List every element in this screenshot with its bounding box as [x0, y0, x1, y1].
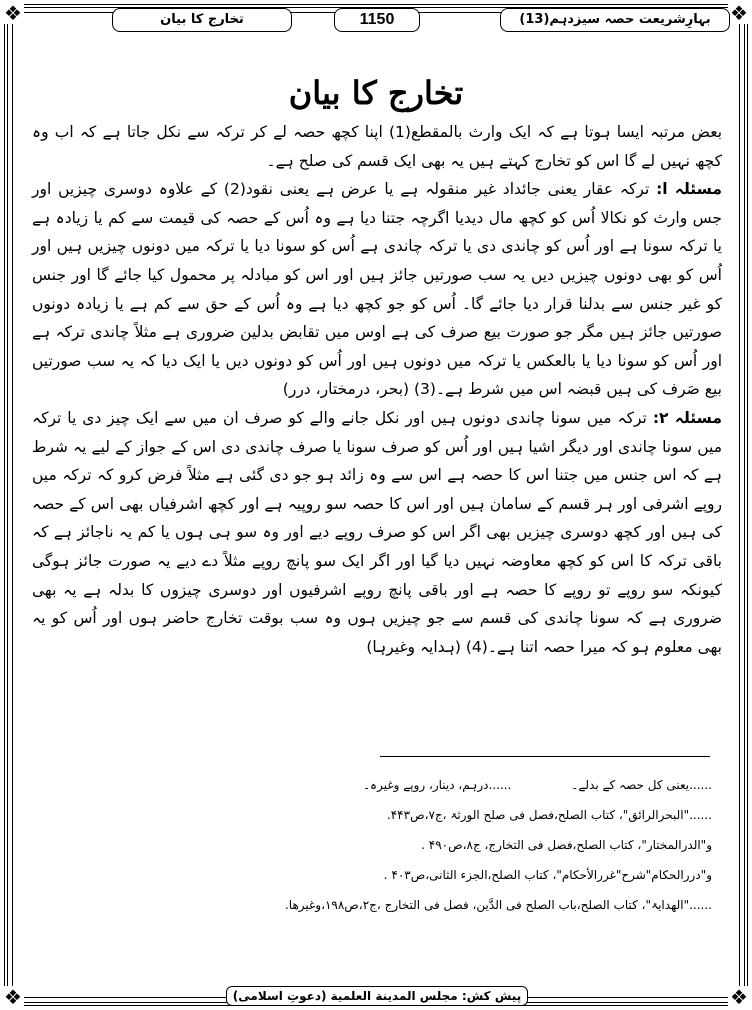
publisher-credit: پیش کش: مجلس المدینة العلمیة (دعوتِ اسلامی)	[226, 986, 528, 1006]
paragraph	[32, 175, 722, 404]
footnote	[36, 860, 712, 890]
corner-ornament-icon: ❖	[728, 2, 750, 24]
masala-label: مسئلہ ۲:	[652, 408, 722, 427]
footnote-text: و"دررالحکام"شرح"غررالأحکام"، کتاب الصلح،الجزء الثانی،ص۴۰۳ .	[383, 868, 712, 882]
paragraph-text: ترکہ عقار یعنی جائداد غیر منقولہ ہے یا عرض ہے یعنی نقود(2) کے علاوہ دوسری چیزیں اور جس وارث کو نکالا اُس کو کچھ مال دیدیا اگرچہ جتنا دیا ہے وہ اُس کے حصہ کی قیمت سے کم یا زیادہ ہے یا ترکہ سونا ہے اور اُس کو چاندی دی یا ترکہ چاندی ہے اُس کو سونا دیا یا ترکہ میں دونوں چیزیں ہیں اور اُس کو بھی دونوں چیزیں دیں یہ سب صورتیں جائز ہیں اور اس کو مبادلہ پر محمول کیا جائے گا اور جنس کو غیر جنس سے بدلنا قرار دیا جائے گا۔ اُس کو جو کچھ دیا ہے وہ اُس کے حق سے کم ہے یا زیادہ دونوں صورتیں جائز ہیں مگر جو صورت بیع صرف کی ہے اوس میں تقابض بدلین ضروری ہے مثلاً چاندی ترکہ ہے اور اُس کو سونا دیا یا بالعکس یا ترکہ میں دونوں ہیں اور اُس کو دونوں دیں یا ایک دیا کہ یہ سب صورتیں بیع صَرف کی ہیں قبضہ اس میں شرط ہے۔(3) (بحر، درمختار، درر)	[32, 180, 722, 399]
footnote	[36, 770, 712, 800]
page-number: 1150	[334, 8, 420, 32]
paragraph-text: بعض مرتبہ ایسا ہوتا ہے کہ ایک وارث بالمقطع(1) اپنا کچھ حصہ لے کر ترکہ سے نکل جاتا ہے کہ اب وہ کچھ نہیں لے گا اس کو تخارج کہتے ہیں یہ بھی ایک قسم کی صلح ہے۔	[32, 123, 723, 170]
footnote	[36, 890, 712, 920]
corner-ornament-icon: ❖	[2, 2, 24, 24]
footnote-text: ......"البحرالرائق"، کتاب الصلح،فصل فی صلح الورثۃ ،ج۷،ص۴۴۳.	[386, 808, 712, 822]
footnote-divider	[380, 756, 710, 757]
footnote	[36, 800, 712, 830]
book-title: بہارِشریعت حصہ سیزدہم(13)	[500, 8, 730, 32]
chapter-title: تخارج کا بیان	[112, 8, 292, 32]
corner-ornament-icon: ❖	[2, 986, 24, 1008]
main-text	[32, 118, 722, 661]
page-title: تخارج کا بیان	[288, 74, 464, 112]
paragraph	[32, 118, 722, 175]
footnote-text: ......"الھدایۃ"، کتاب الصلح،باب الصلح فی الدَّین، فصل فی التخارج ،ج۲،ص۱۹۸،وغیرھا.	[284, 898, 712, 912]
footnotes	[36, 770, 712, 920]
footnote-text: و"الدرالمختار"، کتاب الصلح،فصل فی التخارج، ج۸،ص۴۹۰ .	[421, 838, 712, 852]
paragraph	[32, 404, 722, 661]
masala-label: مسئلہ ا:	[656, 180, 723, 199]
corner-ornament-icon: ❖	[728, 986, 750, 1008]
paragraph-text: ترکہ میں سونا چاندی دونوں ہیں اور نکل جانے والے کو صرف ان میں سے ایک چیز دی یا ترکہ میں سونا چاندی اور دیگر اشیا ہیں اور اُس کو صرف سونا یا صرف چاندی دی اس کے جواز کے لیے یہ شرط ہے کہ اس جنس میں جتنا اس کا حصہ ہے اس سے وہ زائد ہو جو دی گئی ہے مثلاً فرض کرو کہ ترکہ میں روپے اشرفی اور ہر قسم کے سامان ہیں اور اس کا حصہ سو روپیہ ہے اور کچھ اشرفیاں بھی اس کے حصہ کی ہیں اور کچھ دوسری چیزیں بھی اگر اس کو صرف روپے دیے اور وہ سو ہی ہوں یا کم یہ ناجائز ہے کہ باقی ترکہ کا اس کو کچھ معاوضہ نہیں دیا گیا اور اگر ایک سو پانچ روپے مثلاً دے دیے یہ صورت جائز ہوگی کیونکہ سو روپے تو روپے کا حصہ ہے اور باقی پانچ روپے اشرفیوں اور دوسری چیزوں کا بدلہ ہے یہ بھی ضروری ہے کہ سونا چاندی کی قسم سے جو چیزیں ہوں وہ سب بوقت تخارج حاضر ہوں اور اُس کو یہ بھی معلوم ہو کہ میرا حصہ اتنا ہے۔(4) (ہدایہ وغیرہا)	[32, 408, 722, 656]
footnote	[36, 830, 712, 860]
footnote-text: ......یعنی کل حصہ کے بدلے۔	[571, 778, 712, 792]
page-footer	[0, 986, 752, 1006]
page-header	[0, 8, 752, 32]
footnote-text: ......درہم، دینار، روپے وغیرہ۔	[363, 778, 512, 792]
